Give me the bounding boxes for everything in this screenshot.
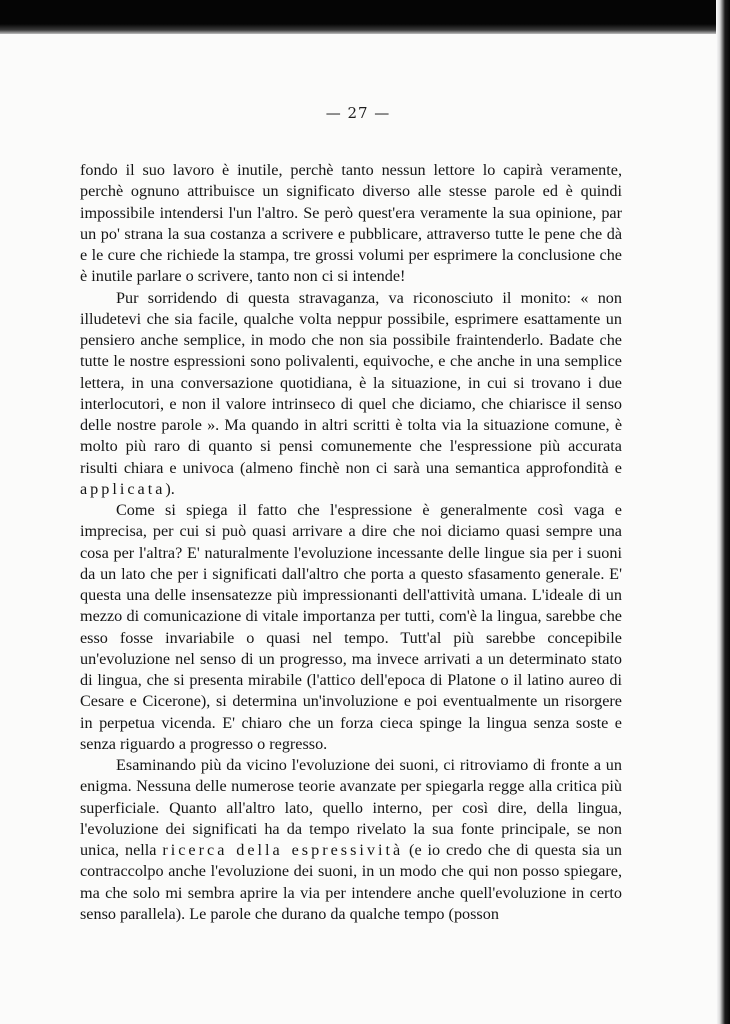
body-text xyxy=(80,160,622,925)
spaced-emphasis: ricerca della espressività xyxy=(162,841,404,859)
paragraph-text: Pur sorridendo di questa stravaganza, va riconosciuto il monito: « non illudetevi che sia facile, qualche volta neppur possibile, esprimere esattamente un pensiero anche semplice, in modo che non sia possibile fraintenderlo. Badate che tutte le nostre espressioni sono polivalenti, equivoche, e che anche in una semplice lettera, in una conversazione quotidiana, è la situazione, in cui si trovano i due interlocutori, e non il valore intrinseco di quel che diciamo, che chiarisce il senso delle nostre parole ». Ma quando in altri scritti è tolta via la situazione comune, è molto più raro di quanto si pensi comunemente che l'espressione più accurata risulti chiara e univoca (almeno finchè non ci sarà una semantica approfondità e xyxy=(80,288,622,477)
scan-border-top xyxy=(0,0,730,34)
paragraph-text: Esaminando più da vicino l'evoluzione dei suoni, ci ritroviamo di fronte a un enigma. Nessuna delle numerose teorie avanzate per spiegarla regge alla critica più superficiale. Quanto all'altro lato, quello interno, per così dire, della lingua, l'evoluzione dei significati ha da tempo rivelato la sua fonte principale, se non unica, nella xyxy=(80,756,622,859)
page-number: — 27 — xyxy=(325,104,391,122)
paragraph-4 xyxy=(80,755,622,925)
paragraph-text: ). xyxy=(165,479,175,498)
paragraph-3 xyxy=(80,500,622,755)
book-page xyxy=(0,34,716,1024)
paragraph-text: (e io credo che di questa sia un contraccolpo anche l'evoluzione dei suoni, in un modo che qui non posso spiegare, ma che solo mi sembra aprire la via per intendere anche quell'evoluzione in certo senso parallela). Le parole che durano da qualche tempo (posson xyxy=(80,841,623,923)
paragraph-text: fondo il suo lavoro è inutile, perchè tanto nessun lettore lo capirà veramente, perchè ognuno attribuisce un significato diverso alle stesse parole ed è quindi impossibile intendersi l'un l'altro. Se però quest'era veramente la sua opinione, par un po' strana la sua costanza a scrivere e pubblicare, attraverso tutte le pene che dà e le cure che richiede la stampa, tre grossi volumi per esprimere la conclusione che è inutile parlare o scrivere, tanto non ci si intende! xyxy=(80,161,622,286)
scan-border-right xyxy=(716,0,730,1024)
paragraph-text: Come si spiega il fatto che l'espressione è generalmente così vaga e imprecisa, per cui si può quasi arrivare a dire che noi diciamo quasi sempre una cosa per l'altra? E' naturalmente l'evoluzione incessante delle lingue sia per i suoni da un lato che per i significati dall'altro che porta a questo sfasamento generale. E' questa una delle insensatezze più impressionanti dell'attività umana. L'ideale di un mezzo di comunicazione di vitale importanza per tutti, com'è la lingua, sarebbe che esso fosse invariabile o quasi nel tempo. Tutt'al più sarebbe concepibile un'evoluzione nel senso di un progresso, ma invece arrivati a un determinato stato di lingua, che si presenta mirabile (l'attico dell'epoca di Platone o il latino aureo di Cesare e Cicerone), si determina un'involuzione e poi eventualmente un risorgere in perpetua vicenda. E' chiaro che un forza cieca spinge la lingua senza soste e senza riguardo a progresso o regresso. xyxy=(80,501,622,753)
paragraph-1 xyxy=(80,160,622,288)
paragraph-2 xyxy=(80,288,622,501)
spaced-emphasis: applicata xyxy=(80,479,166,498)
